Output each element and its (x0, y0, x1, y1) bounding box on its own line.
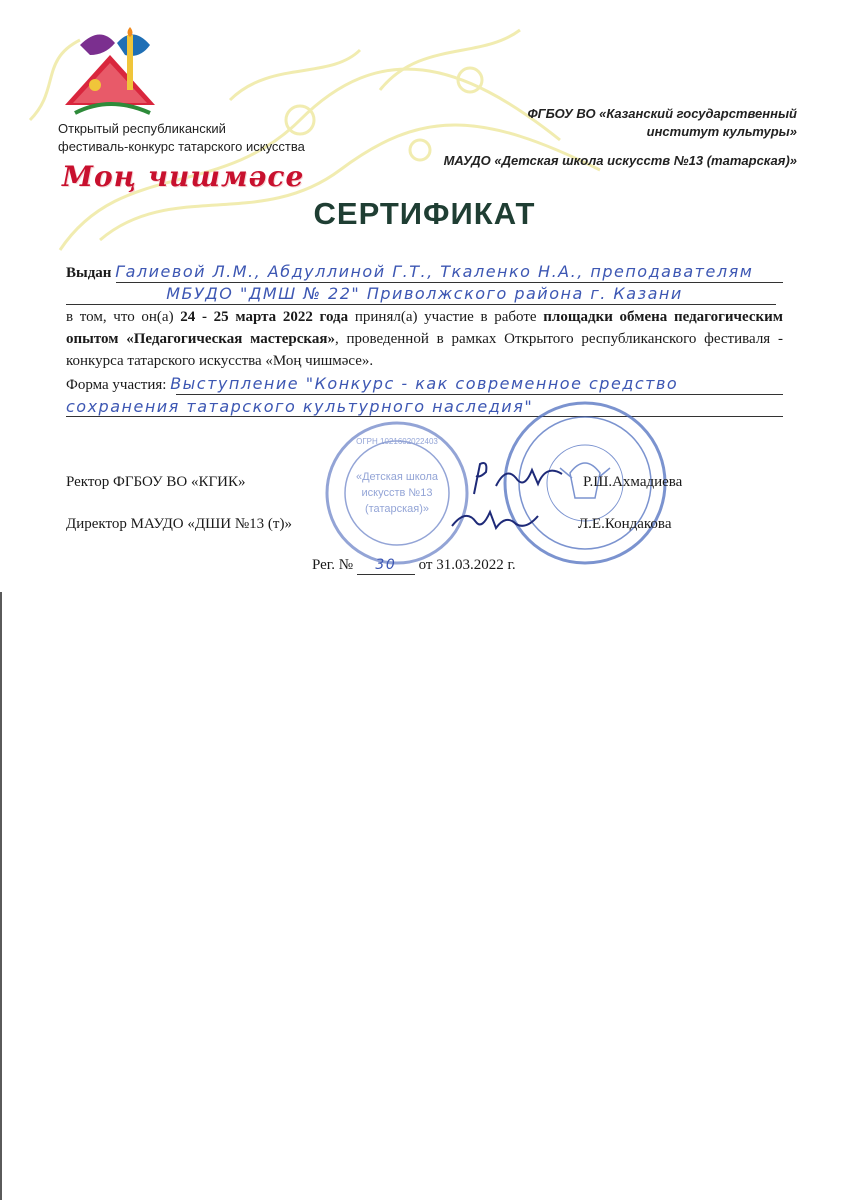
rector-name: Р.Ш.Ахмадиева (583, 474, 683, 490)
certificate-body (66, 306, 783, 372)
organizer-kgik (528, 105, 797, 141)
issued-recipients-line-2: МБУДО "ДМШ № 22" Приволжского района г. Казани (166, 284, 683, 303)
registration-info (312, 557, 516, 575)
festival-line-2: фестиваль-конкурс татарского искусства (58, 139, 305, 154)
issued-label: Выдан (66, 265, 112, 281)
registration-date: 31.03.2022 г. (436, 557, 516, 573)
underline-issued-1 (116, 282, 783, 283)
registration-label: Рег. № (312, 557, 354, 573)
issued-line-2 (66, 284, 783, 304)
registration-number-field (357, 557, 415, 575)
stamp-left-ogrn: ОГРН 1021602022403 (356, 437, 438, 446)
stamp-left-line-2: искусств №13 (361, 487, 433, 499)
participation-label: Форма участия: (66, 377, 167, 393)
body-dates: 24 - 25 марта 2022 года (180, 309, 349, 325)
director-name: Л.Е.Кондакова (578, 516, 672, 532)
participation-value-line-2: сохранения татарского культурного наследия" (66, 397, 534, 416)
stamp-left-line-3: (татарская)» (364, 503, 430, 515)
certificate-title: СЕРТИФИКАТ (313, 196, 536, 231)
participation-line-2 (66, 397, 783, 417)
body-part-3: , проведенной в рамках Открытого республиканского фестиваля - конкурса татарского искусства «Моң чишмәсе». (66, 331, 783, 369)
underline-participation-2 (66, 416, 783, 417)
issued-recipients-line-1: Галиевой Л.М., Абдуллиной Г.Т., Ткаленко Н.А., преподавателям (115, 262, 754, 281)
registration-date-label: от (418, 557, 433, 573)
festival-line-1: Открытый республиканский (58, 121, 226, 136)
underline-issued-2 (66, 304, 776, 305)
body-part-2: принял(а) участие в работе (354, 309, 537, 325)
festival-brand-name: Моң чишмәсе (62, 160, 305, 193)
school-stamp (322, 418, 472, 568)
scan-edge-line (0, 592, 2, 1200)
underline-participation-1 (176, 394, 783, 395)
body-part-1: в том, что он(а) (66, 309, 174, 325)
festival-logo-icon (55, 25, 165, 120)
organizer-dshi: МАУДО «Детская школа искусств №13 (татарская)» (443, 153, 797, 168)
rector-signature-label: Ректор ФГБОУ ВО «КГИК» (66, 474, 246, 490)
organizer-kgik-line-2: институт культуры» (646, 124, 797, 139)
participation-line-1 (66, 374, 783, 394)
stamp-left-line-1: «Детская школа (355, 471, 439, 483)
registration-number: 30 (375, 557, 397, 573)
director-signature-icon (446, 502, 546, 537)
festival-description (58, 120, 305, 156)
rector-signature-icon (466, 456, 576, 501)
issued-line-1 (66, 262, 783, 282)
organizer-kgik-line-1: ФГБОУ ВО «Казанский государственный (527, 106, 797, 121)
participation-value-line-1: Выступление "Конкурс - как современное средство (170, 374, 679, 393)
body-platform: площадки обмена педагогическим опытом «Педагогическая мастерская» (66, 309, 784, 347)
director-signature-label: Директор МАУДО «ДШИ №13 (т)» (66, 516, 292, 532)
